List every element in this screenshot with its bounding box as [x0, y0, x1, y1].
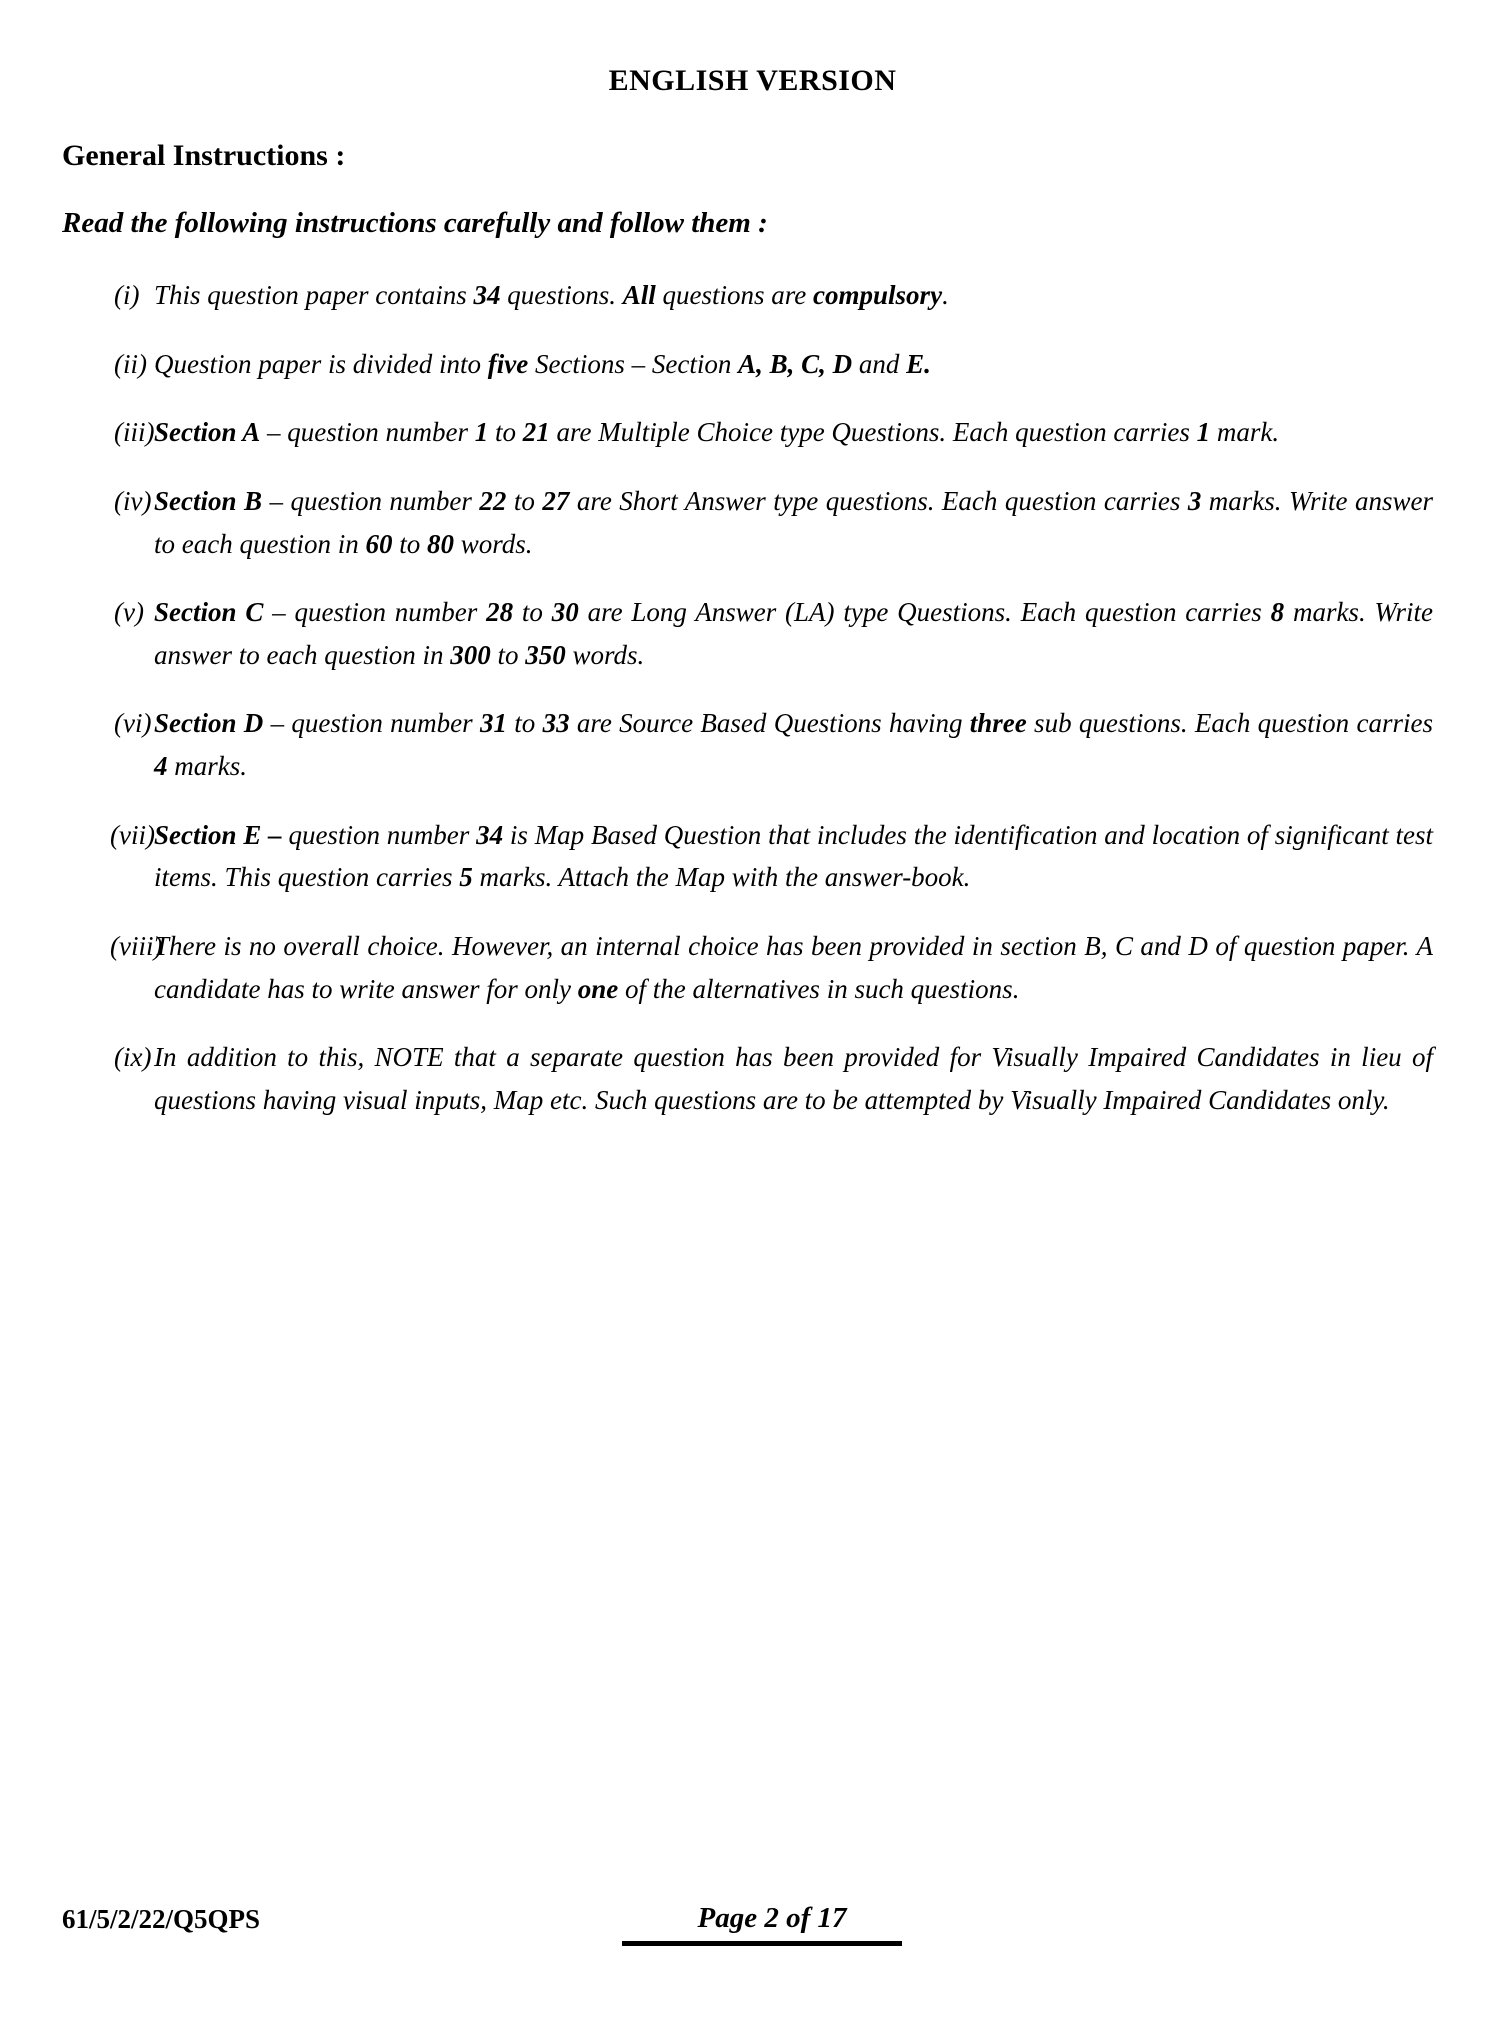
list-item-text: Section D – question number 31 to 33 are Source Based Questions having three sub questions. Each question carries 4 marks.	[154, 708, 1433, 782]
list-item-marker: (ii)	[114, 348, 147, 379]
list-item	[62, 702, 1443, 787]
list-item-marker: (i)	[114, 279, 140, 310]
list-item-text: Section E – question number 34 is Map Based Question that includes the identification and location of significant test items. This question carries 5 marks. Attach the Map with the answer-book.	[154, 819, 1434, 893]
read-instructions-line: Read the following instructions carefully and follow them :	[62, 207, 768, 239]
list-item-marker: (iii)	[114, 417, 155, 448]
paper-code: 61/5/2/22/Q5QPS	[62, 1904, 261, 1934]
list-item-marker: (vi)	[114, 708, 152, 739]
list-item-marker: (viii)	[110, 931, 163, 962]
general-instructions-heading: General Instructions :	[62, 139, 346, 172]
list-item-text: Section A – question number 1 to 21 are Multiple Choice type Questions. Each question carries 1 mark.	[154, 417, 1280, 448]
list-item-text: Question paper is divided into five Sections – Section A, B, C, D and E.	[154, 348, 931, 379]
instructions-list	[62, 274, 1443, 1122]
page-footer	[62, 1904, 1443, 1974]
list-item-text: This question paper contains 34 questions. All questions are compulsory.	[154, 279, 949, 310]
list-item-marker: (vii)	[110, 819, 155, 850]
footer-divider	[622, 1941, 902, 1946]
list-item	[62, 480, 1443, 565]
list-item-text: Section B – question number 22 to 27 are Short Answer type questions. Each question carries 3 marks. Write answer to each question in 60 to 80 words.	[154, 485, 1434, 559]
list-item-text: There is no overall choice. However, an internal choice has been provided in section B, C and D of question paper. A candidate has to write answer for only one of the alternatives in such questions.	[154, 931, 1433, 1004]
list-item	[62, 411, 1443, 454]
page-number-block	[622, 1902, 922, 1946]
list-item-marker: (ix)	[114, 1042, 152, 1073]
list-item	[62, 591, 1443, 676]
page-title: ENGLISH VERSION	[608, 64, 897, 97]
list-item-marker: (iv)	[114, 485, 152, 516]
page-number-label: Page 2 of 17	[697, 1902, 847, 1934]
list-item-text: Section C – question number 28 to 30 are Long Answer (LA) type Questions. Each question carries 8 marks. Write answer to each question in 300 to 350 words.	[154, 597, 1434, 670]
list-item	[62, 814, 1443, 899]
list-item-marker: (v)	[114, 597, 144, 628]
list-item	[62, 1036, 1443, 1121]
list-item	[62, 343, 1443, 386]
list-item	[62, 925, 1443, 1010]
list-item	[62, 274, 1443, 317]
list-item-text: In addition to this, NOTE that a separate question has been provided for Visually Impaired Candidates in lieu of questions having visual inputs, Map etc. Such questions are to be attempted by Visually Impaired Candidates only.	[154, 1042, 1433, 1116]
